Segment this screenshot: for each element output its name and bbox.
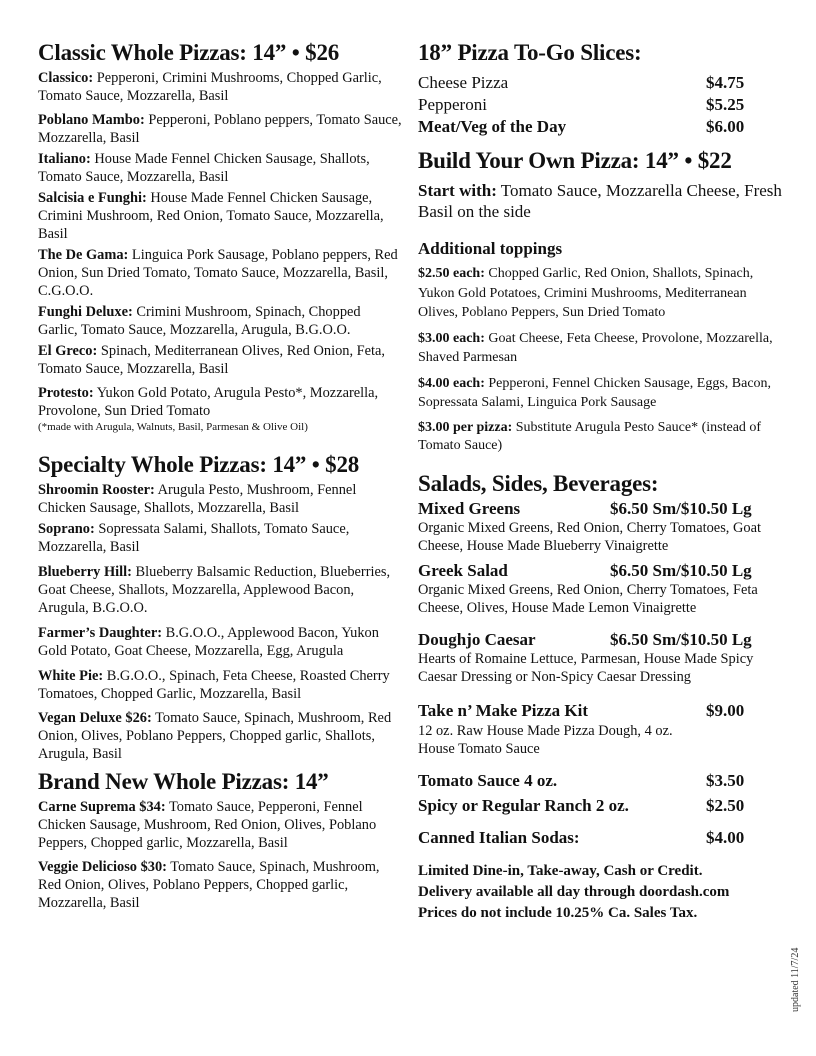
kit-head: [418, 700, 786, 722]
menu-item: [38, 342, 402, 378]
toppings-title: Additional toppings: [418, 239, 563, 258]
menu-item: [38, 481, 402, 517]
topping-tier: [418, 374, 786, 413]
start-desc: Tomato Sauce, Mozzarella Cheese, Fresh Basil on the side: [418, 181, 782, 221]
item-name: Classico:: [38, 70, 94, 86]
tier-desc: Chopped Garlic, Red Onion, Shallots, Spinach, Yukon Gold Potatoes, Crimini Mushrooms, Mediterranean Olives, Poblano Peppers, Sun Dried Tomato: [418, 266, 754, 320]
side-row: [418, 770, 786, 792]
kit-price: $9.00: [706, 700, 745, 720]
salad-name: Mixed Greens: [418, 498, 521, 518]
side-name: Canned Italian Sodas:: [418, 827, 580, 847]
side-name: Tomato Sauce 4 oz.: [418, 770, 558, 790]
menu-item: [38, 384, 402, 420]
pesto-note: (*made with Arugula, Walnuts, Basil, Parmesan & Olive Oil): [38, 421, 308, 433]
topping-tier: [418, 419, 786, 455]
salad-name: Doughjo Caesar: [418, 629, 536, 649]
salads-title: Salads, Sides, Beverages:: [418, 470, 659, 496]
tier-desc: Goat Cheese, Feta Cheese, Provolone, Mozzarella, Shaved Parmesan: [418, 330, 773, 365]
salad-desc: Organic Mixed Greens, Red Onion, Cherry Tomatoes, Goat Cheese, House Made Blueberry Vinaigrette: [418, 519, 761, 554]
footer-line: Limited Dine-in, Take-away, Cash or Credit.: [418, 862, 703, 879]
item-name: The De Gama:: [38, 247, 129, 263]
menu-item: [38, 69, 402, 105]
classic-title: Classic Whole Pizzas: 14” • $26: [38, 40, 340, 65]
specialty-title: Specialty Whole Pizzas: 14” • $28: [38, 452, 360, 477]
tier-desc: Substitute Arugula Pesto Sauce* (instead of Tomato Sauce): [418, 419, 762, 453]
side-price: $2.50: [706, 795, 745, 815]
menu-item: [38, 150, 402, 186]
slice-row: [418, 116, 786, 138]
item-desc: Tomato Sauce, Spinach, Mushroom, Red Onion, Olives, Poblano Peppers, Chopped garlic, Mozzarella, Basil: [38, 859, 380, 911]
item-desc: Yukon Gold Potato, Arugula Pesto*, Mozzarella, Provolone, Sun Dried Tomato: [38, 385, 379, 419]
item-desc: Pepperoni, Poblano peppers, Tomato Sauce, Mozzarella, Basil: [38, 112, 402, 146]
byo-start: [418, 180, 786, 222]
salad-name: Greek Salad: [418, 560, 508, 580]
item-desc: B.G.O.O., Applewood Bacon, Yukon Gold Potato, Goat Cheese, Mozzarella, Egg, Arugula: [38, 625, 379, 659]
item-name: Protesto:: [38, 385, 94, 401]
footer-notes: [418, 861, 786, 924]
menu-item: [38, 624, 402, 660]
item-desc: Arugula Pesto, Mushroom, Fennel Chicken Sausage, Shallots, Mozzarella, Basil: [38, 482, 357, 516]
salad-price: $6.50 Sm/$10.50 Lg: [610, 560, 752, 580]
item-name: Soprano:: [38, 521, 95, 537]
item-desc: Crimini Mushroom, Spinach, Chopped Garlic, Tomato Sauce, Mozzarella, Arugula, B.G.O.O.: [38, 304, 361, 338]
salad-desc: Organic Mixed Greens, Red Onion, Cherry Tomatoes, Feta Cheese, Olives, House Made Lemon Vinaigrette: [418, 581, 758, 616]
brand-new-list: [38, 798, 402, 912]
menu-item: [38, 189, 402, 243]
item-name: Funghi Deluxe:: [38, 304, 133, 320]
byo-title: Build Your Own Pizza: 14” • $22: [418, 148, 732, 173]
item-name: Veggie Delicioso $30:: [38, 859, 167, 875]
slice-price: $5.25: [706, 95, 745, 114]
menu-item: [38, 858, 402, 912]
brand-new-title: Brand New Whole Pizzas: 14”: [38, 769, 329, 794]
salad-item: [418, 498, 786, 555]
item-name: Shroomin Rooster:: [38, 482, 155, 498]
salad-price: $6.50 Sm/$10.50 Lg: [610, 629, 752, 649]
item-desc: Spinach, Mediterranean Olives, Red Onion, Feta, Tomato Sauce, Mozzarella, Basil: [38, 343, 386, 377]
item-desc: Tomato Sauce, Spinach, Mushroom, Red Onion, Olives, Poblano Peppers, Chopped garlic, Shallots, Arugula, Basil: [38, 710, 392, 762]
item-name: Farmer’s Daughter:: [38, 625, 162, 641]
item-name: Italiano:: [38, 151, 91, 167]
sides-list: [418, 770, 786, 849]
item-desc: Tomato Sauce, Pepperoni, Fennel Chicken Sausage, Mushroom, Red Onion, Olives, Poblano Peppers, Chopped garlic, Mozzarella, Basil: [38, 799, 377, 851]
slice-row: [418, 94, 786, 116]
slices-list: [418, 72, 786, 138]
item-name: El Greco:: [38, 343, 98, 359]
item-name: Vegan Deluxe $26:: [38, 710, 152, 726]
slices-title: 18” Pizza To-Go Slices:: [418, 40, 642, 65]
tier-price: $3.00 each:: [418, 330, 485, 346]
kit-name: Take n’ Make Pizza Kit: [418, 700, 588, 720]
item-desc: B.G.O.O., Spinach, Feta Cheese, Roasted Cherry Tomatoes, Chopped Garlic, Mozzarella, Basil: [38, 668, 390, 702]
side-name: Spicy or Regular Ranch 2 oz.: [418, 795, 629, 815]
menu-item: [38, 520, 402, 556]
menu-item: [38, 111, 402, 147]
footer-line: Prices do not include 10.25% Ca. Sales Tax.: [418, 904, 698, 921]
menu-item: [38, 709, 402, 763]
menu-item: [38, 667, 402, 703]
toppings-list: [418, 264, 786, 455]
topping-tier: [418, 329, 786, 368]
slice-name: Pepperoni: [418, 95, 487, 114]
side-row: [418, 795, 786, 817]
right-column: [418, 40, 786, 924]
topping-tier: [418, 264, 786, 323]
item-desc: House Made Fennel Chicken Sausage, Shallots, Tomato Sauce, Mozzarella, Basil: [38, 151, 370, 185]
left-column: [38, 40, 402, 912]
menu-item: [38, 246, 402, 300]
item-desc: Blueberry Balsamic Reduction, Blueberries, Goat Cheese, Shallots, Mozzarella, Applewood Bacon, Arugula, B.G.O.O.: [38, 564, 391, 616]
slice-price: $4.75: [706, 73, 745, 92]
slice-name: Cheese Pizza: [418, 73, 509, 92]
menu-item: [38, 563, 402, 617]
item-name: Carne Suprema $34:: [38, 799, 166, 815]
salads-list: [418, 498, 786, 686]
item-desc: Sopressata Salami, Shallots, Tomato Sauce, Mozzarella, Basil: [38, 521, 350, 555]
salad-desc: Hearts of Romaine Lettuce, Parmesan, House Made Spicy Caesar Dressing or Non-Spicy Caesar Dressing: [418, 650, 754, 685]
slice-row: [418, 72, 786, 94]
tier-price: $2.50 each:: [418, 266, 485, 281]
item-desc: Pepperoni, Crimini Mushrooms, Chopped Garlic, Tomato Sauce, Mozzarella, Basil: [38, 70, 382, 104]
slice-name: Meat/Veg of the Day: [418, 117, 567, 136]
side-row: [418, 827, 786, 849]
item-name: Blueberry Hill:: [38, 564, 132, 580]
item-name: Poblano Mambo:: [38, 112, 145, 128]
updated-date: updated 11/7/24: [790, 947, 801, 1012]
item-name: Salcisia e Funghi:: [38, 190, 147, 206]
salad-item: [418, 560, 786, 617]
item-desc: Linguica Pork Sausage, Poblano peppers, Red Onion, Sun Dried Tomato, Tomato Sauce, Mozzarella, Basil, C.G.O.O.: [38, 247, 398, 299]
classic-list: [38, 69, 402, 434]
tier-desc: Pepperoni, Fennel Chicken Sausage, Eggs, Bacon, Sopressata Salami, Linguica Pork Sausage: [418, 375, 772, 410]
menu-item: [38, 798, 402, 852]
item-name: White Pie:: [38, 668, 104, 684]
kit-desc: 12 oz. Raw House Made Pizza Dough, 4 oz. House Tomato Sauce: [418, 722, 673, 757]
pizza-kit: [418, 700, 786, 758]
specialty-list: [38, 481, 402, 763]
tier-price: $3.00 per pizza:: [418, 419, 513, 435]
item-desc: House Made Fennel Chicken Sausage, Crimini Mushroom, Red Onion, Tomato Sauce, Mozzarella, Basil: [38, 190, 384, 242]
salad-price: $6.50 Sm/$10.50 Lg: [610, 498, 752, 518]
menu-item: [38, 303, 402, 339]
slice-price: $6.00: [706, 117, 745, 136]
salad-item: [418, 629, 786, 686]
side-price: $4.00: [706, 827, 745, 847]
start-label: Start with:: [418, 181, 497, 200]
footer-line: Delivery available all day through doordash.com: [418, 883, 730, 900]
side-price: $3.50: [706, 770, 745, 790]
tier-price: $4.00 each:: [418, 375, 485, 391]
